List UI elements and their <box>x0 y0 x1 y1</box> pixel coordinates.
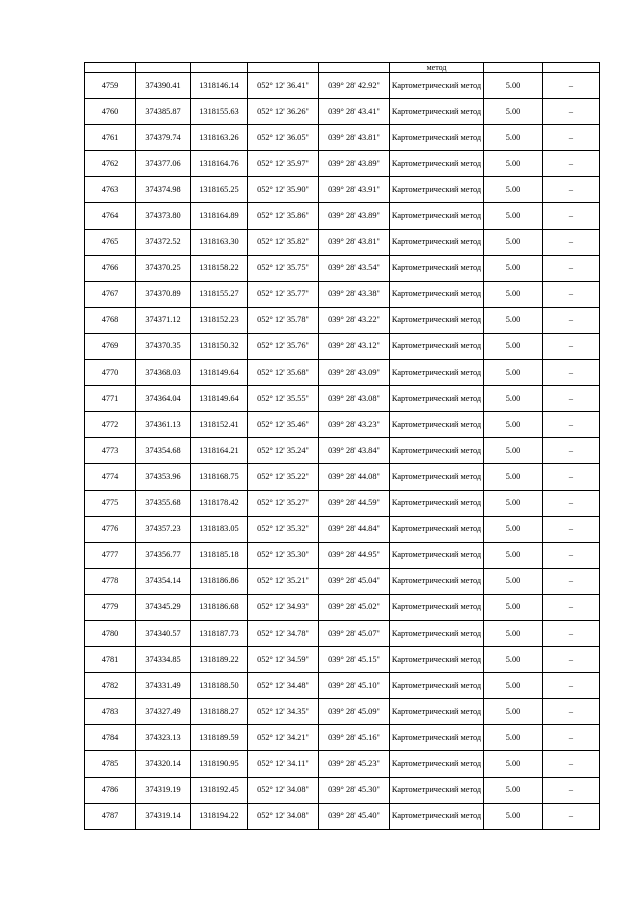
note-cell: – <box>543 725 600 751</box>
table-row <box>85 464 600 490</box>
note-cell: – <box>543 255 600 281</box>
point-number-cell: 4771 <box>85 386 136 412</box>
table-row <box>85 490 600 516</box>
latitude-cell: 052° 12' 35.75" <box>248 255 319 281</box>
longitude-cell: 039° 28' 43.89" <box>319 203 390 229</box>
latitude-cell: 052° 12' 35.30" <box>248 542 319 568</box>
note-cell: – <box>543 151 600 177</box>
y-coordinate-cell: 1318164.89 <box>191 203 248 229</box>
longitude-cell: 039° 28' 45.10" <box>319 673 390 699</box>
note-cell: – <box>543 333 600 359</box>
point-number-cell: 4783 <box>85 699 136 725</box>
accuracy-cell: 5.00 <box>484 777 543 803</box>
x-coordinate-cell: 374356.77 <box>136 542 191 568</box>
table-row-continuation <box>85 63 600 73</box>
table-row <box>85 151 600 177</box>
accuracy-cell: 5.00 <box>484 151 543 177</box>
latitude-cell: 052° 12' 35.76" <box>248 333 319 359</box>
method-cell: Картометрический метод <box>390 386 484 412</box>
latitude-cell: 052° 12' 34.48" <box>248 673 319 699</box>
accuracy-cell: 5.00 <box>484 203 543 229</box>
accuracy-cell: 5.00 <box>484 464 543 490</box>
note-cell: – <box>543 803 600 829</box>
note-cell: – <box>543 360 600 386</box>
point-number-cell: 4769 <box>85 333 136 359</box>
x-coordinate-cell: 374345.29 <box>136 594 191 620</box>
accuracy-cell: 5.00 <box>484 229 543 255</box>
y-coordinate-cell: 1318185.18 <box>191 542 248 568</box>
accuracy-cell: 5.00 <box>484 594 543 620</box>
accuracy-cell: 5.00 <box>484 725 543 751</box>
point-number-cell: 4781 <box>85 647 136 673</box>
table-body <box>85 63 600 830</box>
point-number-cell: 4762 <box>85 151 136 177</box>
method-cell: Картометрический метод <box>390 620 484 646</box>
longitude-cell: 039° 28' 43.08" <box>319 386 390 412</box>
y-coordinate-cell: 1318163.26 <box>191 125 248 151</box>
table-row <box>85 281 600 307</box>
longitude-cell: 039° 28' 45.15" <box>319 647 390 673</box>
accuracy-cell: 5.00 <box>484 803 543 829</box>
table-row <box>85 229 600 255</box>
x-coordinate-cell <box>136 63 191 73</box>
longitude-cell: 039° 28' 45.07" <box>319 620 390 646</box>
table-row <box>85 203 600 229</box>
longitude-cell: 039° 28' 43.54" <box>319 255 390 281</box>
longitude-cell: 039° 28' 43.22" <box>319 307 390 333</box>
note-cell: – <box>543 777 600 803</box>
method-cell: Картометрический метод <box>390 412 484 438</box>
method-cell: Картометрический метод <box>390 777 484 803</box>
latitude-cell: 052° 12' 35.97" <box>248 151 319 177</box>
x-coordinate-cell: 374364.04 <box>136 386 191 412</box>
table-row <box>85 673 600 699</box>
x-coordinate-cell: 374370.35 <box>136 333 191 359</box>
method-cell: Картометрический метод <box>390 229 484 255</box>
latitude-cell: 052° 12' 34.93" <box>248 594 319 620</box>
x-coordinate-cell: 374370.89 <box>136 281 191 307</box>
point-number-cell: 4772 <box>85 412 136 438</box>
note-cell: – <box>543 516 600 542</box>
latitude-cell: 052° 12' 35.22" <box>248 464 319 490</box>
point-number-cell: 4780 <box>85 620 136 646</box>
point-number-cell: 4779 <box>85 594 136 620</box>
method-cell: Картометрический метод <box>390 568 484 594</box>
table-row <box>85 751 600 777</box>
longitude-cell: 039° 28' 45.23" <box>319 751 390 777</box>
table-row <box>85 386 600 412</box>
y-coordinate-cell: 1318155.63 <box>191 99 248 125</box>
note-cell: – <box>543 751 600 777</box>
method-cell: Картометрический метод <box>390 699 484 725</box>
latitude-cell: 052° 12' 34.35" <box>248 699 319 725</box>
y-coordinate-cell: 1318149.64 <box>191 360 248 386</box>
note-cell: – <box>543 568 600 594</box>
point-number-cell: 4768 <box>85 307 136 333</box>
note-cell: – <box>543 99 600 125</box>
note-cell: – <box>543 412 600 438</box>
latitude-cell: 052° 12' 35.86" <box>248 203 319 229</box>
method-cell: Картометрический метод <box>390 464 484 490</box>
longitude-cell: 039° 28' 43.81" <box>319 229 390 255</box>
y-coordinate-cell: 1318187.73 <box>191 620 248 646</box>
table-row <box>85 307 600 333</box>
method-cell: Картометрический метод <box>390 542 484 568</box>
longitude-cell: 039° 28' 44.84" <box>319 516 390 542</box>
method-cell: Картометрический метод <box>390 307 484 333</box>
accuracy-cell: 5.00 <box>484 412 543 438</box>
x-coordinate-cell: 374371.12 <box>136 307 191 333</box>
latitude-cell: 052° 12' 35.68" <box>248 360 319 386</box>
method-cell: Картометрический метод <box>390 725 484 751</box>
y-coordinate-cell: 1318150.32 <box>191 333 248 359</box>
x-coordinate-cell: 374368.03 <box>136 360 191 386</box>
table-row <box>85 412 600 438</box>
longitude-cell: 039° 28' 43.23" <box>319 412 390 438</box>
latitude-cell: 052° 12' 36.05" <box>248 125 319 151</box>
x-coordinate-cell: 374327.49 <box>136 699 191 725</box>
table-row <box>85 594 600 620</box>
x-coordinate-cell: 374354.14 <box>136 568 191 594</box>
method-cell: Картометрический метод <box>390 333 484 359</box>
method-cell: метод <box>390 63 484 73</box>
method-cell: Картометрический метод <box>390 281 484 307</box>
table-row <box>85 125 600 151</box>
y-coordinate-cell: 1318194.22 <box>191 803 248 829</box>
y-coordinate-cell: 1318186.86 <box>191 568 248 594</box>
note-cell: – <box>543 620 600 646</box>
note-cell: – <box>543 73 600 99</box>
y-coordinate-cell: 1318190.95 <box>191 751 248 777</box>
longitude-cell: 039° 28' 44.95" <box>319 542 390 568</box>
longitude-cell: 039° 28' 42.92" <box>319 73 390 99</box>
point-number-cell: 4776 <box>85 516 136 542</box>
y-coordinate-cell: 1318152.23 <box>191 307 248 333</box>
method-cell: Картометрический метод <box>390 177 484 203</box>
longitude-cell: 039° 28' 43.09" <box>319 360 390 386</box>
point-number-cell: 4786 <box>85 777 136 803</box>
x-coordinate-cell: 374373.80 <box>136 203 191 229</box>
y-coordinate-cell: 1318168.75 <box>191 464 248 490</box>
x-coordinate-cell: 374374.98 <box>136 177 191 203</box>
table-row <box>85 647 600 673</box>
method-cell: Картометрический метод <box>390 490 484 516</box>
table-row <box>85 333 600 359</box>
latitude-cell: 052° 12' 35.77" <box>248 281 319 307</box>
method-cell: Картометрический метод <box>390 594 484 620</box>
x-coordinate-cell: 374340.57 <box>136 620 191 646</box>
accuracy-cell: 5.00 <box>484 516 543 542</box>
note-cell: – <box>543 307 600 333</box>
latitude-cell: 052° 12' 34.21" <box>248 725 319 751</box>
point-number-cell: 4763 <box>85 177 136 203</box>
accuracy-cell: 5.00 <box>484 255 543 281</box>
table-row <box>85 777 600 803</box>
longitude-cell: 039° 28' 43.91" <box>319 177 390 203</box>
y-coordinate-cell: 1318188.50 <box>191 673 248 699</box>
y-coordinate-cell: 1318163.30 <box>191 229 248 255</box>
point-number-cell <box>85 63 136 73</box>
x-coordinate-cell: 374331.49 <box>136 673 191 699</box>
x-coordinate-cell: 374334.85 <box>136 647 191 673</box>
method-cell: Картометрический метод <box>390 73 484 99</box>
table-row <box>85 177 600 203</box>
y-coordinate-cell: 1318155.27 <box>191 281 248 307</box>
x-coordinate-cell: 374323.13 <box>136 725 191 751</box>
note-cell: – <box>543 699 600 725</box>
latitude-cell: 052° 12' 34.78" <box>248 620 319 646</box>
x-coordinate-cell: 374319.14 <box>136 803 191 829</box>
y-coordinate-cell: 1318189.59 <box>191 725 248 751</box>
accuracy-cell: 5.00 <box>484 647 543 673</box>
longitude-cell: 039° 28' 45.40" <box>319 803 390 829</box>
x-coordinate-cell: 374385.87 <box>136 99 191 125</box>
point-number-cell: 4782 <box>85 673 136 699</box>
y-coordinate-cell: 1318149.64 <box>191 386 248 412</box>
point-number-cell: 4764 <box>85 203 136 229</box>
longitude-cell: 039° 28' 45.09" <box>319 699 390 725</box>
longitude-cell: 039° 28' 43.12" <box>319 333 390 359</box>
x-coordinate-cell: 374390.41 <box>136 73 191 99</box>
longitude-cell: 039° 28' 44.08" <box>319 464 390 490</box>
table-row <box>85 725 600 751</box>
x-coordinate-cell: 374379.74 <box>136 125 191 151</box>
latitude-cell: 052° 12' 36.26" <box>248 99 319 125</box>
y-coordinate-cell: 1318192.45 <box>191 777 248 803</box>
point-number-cell: 4778 <box>85 568 136 594</box>
point-number-cell: 4766 <box>85 255 136 281</box>
latitude-cell: 052° 12' 35.90" <box>248 177 319 203</box>
longitude-cell: 039° 28' 43.41" <box>319 99 390 125</box>
y-coordinate-cell: 1318158.22 <box>191 255 248 281</box>
accuracy-cell: 5.00 <box>484 542 543 568</box>
note-cell: – <box>543 203 600 229</box>
latitude-cell: 052° 12' 35.24" <box>248 438 319 464</box>
latitude-cell: 052° 12' 34.08" <box>248 803 319 829</box>
note-cell: – <box>543 464 600 490</box>
point-number-cell: 4760 <box>85 99 136 125</box>
accuracy-cell <box>484 63 543 73</box>
point-number-cell: 4775 <box>85 490 136 516</box>
x-coordinate-cell: 374357.23 <box>136 516 191 542</box>
longitude-cell: 039° 28' 45.04" <box>319 568 390 594</box>
note-cell: – <box>543 594 600 620</box>
y-coordinate-cell: 1318146.14 <box>191 73 248 99</box>
latitude-cell: 052° 12' 35.78" <box>248 307 319 333</box>
method-cell: Картометрический метод <box>390 125 484 151</box>
method-cell: Картометрический метод <box>390 360 484 386</box>
table-row <box>85 255 600 281</box>
accuracy-cell: 5.00 <box>484 490 543 516</box>
point-number-cell: 4773 <box>85 438 136 464</box>
longitude-cell: 039° 28' 44.59" <box>319 490 390 516</box>
accuracy-cell: 5.00 <box>484 73 543 99</box>
note-cell: – <box>543 177 600 203</box>
method-cell: Картометрический метод <box>390 203 484 229</box>
point-number-cell: 4774 <box>85 464 136 490</box>
latitude-cell: 052° 12' 35.82" <box>248 229 319 255</box>
method-cell: Картометрический метод <box>390 99 484 125</box>
x-coordinate-cell: 374320.14 <box>136 751 191 777</box>
note-cell: – <box>543 490 600 516</box>
latitude-cell: 052° 12' 35.46" <box>248 412 319 438</box>
note-cell: – <box>543 386 600 412</box>
longitude-cell: 039° 28' 43.89" <box>319 151 390 177</box>
note-cell: – <box>543 542 600 568</box>
method-cell: Картометрический метод <box>390 803 484 829</box>
y-coordinate-cell: 1318164.76 <box>191 151 248 177</box>
method-cell: Картометрический метод <box>390 255 484 281</box>
note-cell: – <box>543 673 600 699</box>
table-row <box>85 803 600 829</box>
point-number-cell: 4770 <box>85 360 136 386</box>
coordinates-table <box>84 62 600 830</box>
x-coordinate-cell: 374355.68 <box>136 490 191 516</box>
accuracy-cell: 5.00 <box>484 333 543 359</box>
table-row <box>85 438 600 464</box>
x-coordinate-cell: 374372.52 <box>136 229 191 255</box>
longitude-cell: 039° 28' 43.81" <box>319 125 390 151</box>
latitude-cell: 052° 12' 35.55" <box>248 386 319 412</box>
table-row <box>85 699 600 725</box>
point-number-cell: 4765 <box>85 229 136 255</box>
point-number-cell: 4759 <box>85 73 136 99</box>
y-coordinate-cell: 1318165.25 <box>191 177 248 203</box>
latitude-cell: 052° 12' 35.27" <box>248 490 319 516</box>
accuracy-cell: 5.00 <box>484 99 543 125</box>
y-coordinate-cell <box>191 63 248 73</box>
note-cell: – <box>543 229 600 255</box>
accuracy-cell: 5.00 <box>484 125 543 151</box>
note-cell: – <box>543 125 600 151</box>
table-row <box>85 99 600 125</box>
y-coordinate-cell: 1318183.05 <box>191 516 248 542</box>
y-coordinate-cell: 1318178.42 <box>191 490 248 516</box>
point-number-cell: 4785 <box>85 751 136 777</box>
y-coordinate-cell: 1318189.22 <box>191 647 248 673</box>
accuracy-cell: 5.00 <box>484 751 543 777</box>
latitude-cell: 052° 12' 34.59" <box>248 647 319 673</box>
y-coordinate-cell: 1318164.21 <box>191 438 248 464</box>
accuracy-cell: 5.00 <box>484 438 543 464</box>
method-cell: Картометрический метод <box>390 647 484 673</box>
note-cell: – <box>543 438 600 464</box>
x-coordinate-cell: 374361.13 <box>136 412 191 438</box>
table-row <box>85 542 600 568</box>
longitude-cell: 039° 28' 45.16" <box>319 725 390 751</box>
table-row <box>85 516 600 542</box>
x-coordinate-cell: 374370.25 <box>136 255 191 281</box>
x-coordinate-cell: 374353.96 <box>136 464 191 490</box>
note-cell: – <box>543 281 600 307</box>
accuracy-cell: 5.00 <box>484 360 543 386</box>
x-coordinate-cell: 374377.06 <box>136 151 191 177</box>
longitude-cell: 039° 28' 45.02" <box>319 594 390 620</box>
method-cell: Картометрический метод <box>390 151 484 177</box>
y-coordinate-cell: 1318188.27 <box>191 699 248 725</box>
point-number-cell: 4777 <box>85 542 136 568</box>
latitude-cell <box>248 63 319 73</box>
latitude-cell: 052° 12' 35.21" <box>248 568 319 594</box>
latitude-cell: 052° 12' 36.41" <box>248 73 319 99</box>
table-row <box>85 620 600 646</box>
latitude-cell: 052° 12' 35.32" <box>248 516 319 542</box>
y-coordinate-cell: 1318186.68 <box>191 594 248 620</box>
latitude-cell: 052° 12' 34.08" <box>248 777 319 803</box>
y-coordinate-cell: 1318152.41 <box>191 412 248 438</box>
point-number-cell: 4787 <box>85 803 136 829</box>
note-cell <box>543 63 600 73</box>
accuracy-cell: 5.00 <box>484 281 543 307</box>
longitude-cell <box>319 63 390 73</box>
method-cell: Картометрический метод <box>390 673 484 699</box>
table-row <box>85 73 600 99</box>
accuracy-cell: 5.00 <box>484 673 543 699</box>
accuracy-cell: 5.00 <box>484 699 543 725</box>
point-number-cell: 4767 <box>85 281 136 307</box>
note-cell: – <box>543 647 600 673</box>
accuracy-cell: 5.00 <box>484 568 543 594</box>
method-cell: Картометрический метод <box>390 751 484 777</box>
x-coordinate-cell: 374319.19 <box>136 777 191 803</box>
table-row <box>85 568 600 594</box>
accuracy-cell: 5.00 <box>484 177 543 203</box>
accuracy-cell: 5.00 <box>484 307 543 333</box>
longitude-cell: 039° 28' 45.30" <box>319 777 390 803</box>
accuracy-cell: 5.00 <box>484 620 543 646</box>
accuracy-cell: 5.00 <box>484 386 543 412</box>
point-number-cell: 4784 <box>85 725 136 751</box>
latitude-cell: 052° 12' 34.11" <box>248 751 319 777</box>
longitude-cell: 039° 28' 43.84" <box>319 438 390 464</box>
method-cell: Картометрический метод <box>390 516 484 542</box>
method-cell: Картометрический метод <box>390 438 484 464</box>
longitude-cell: 039° 28' 43.38" <box>319 281 390 307</box>
point-number-cell: 4761 <box>85 125 136 151</box>
x-coordinate-cell: 374354.68 <box>136 438 191 464</box>
table-row <box>85 360 600 386</box>
